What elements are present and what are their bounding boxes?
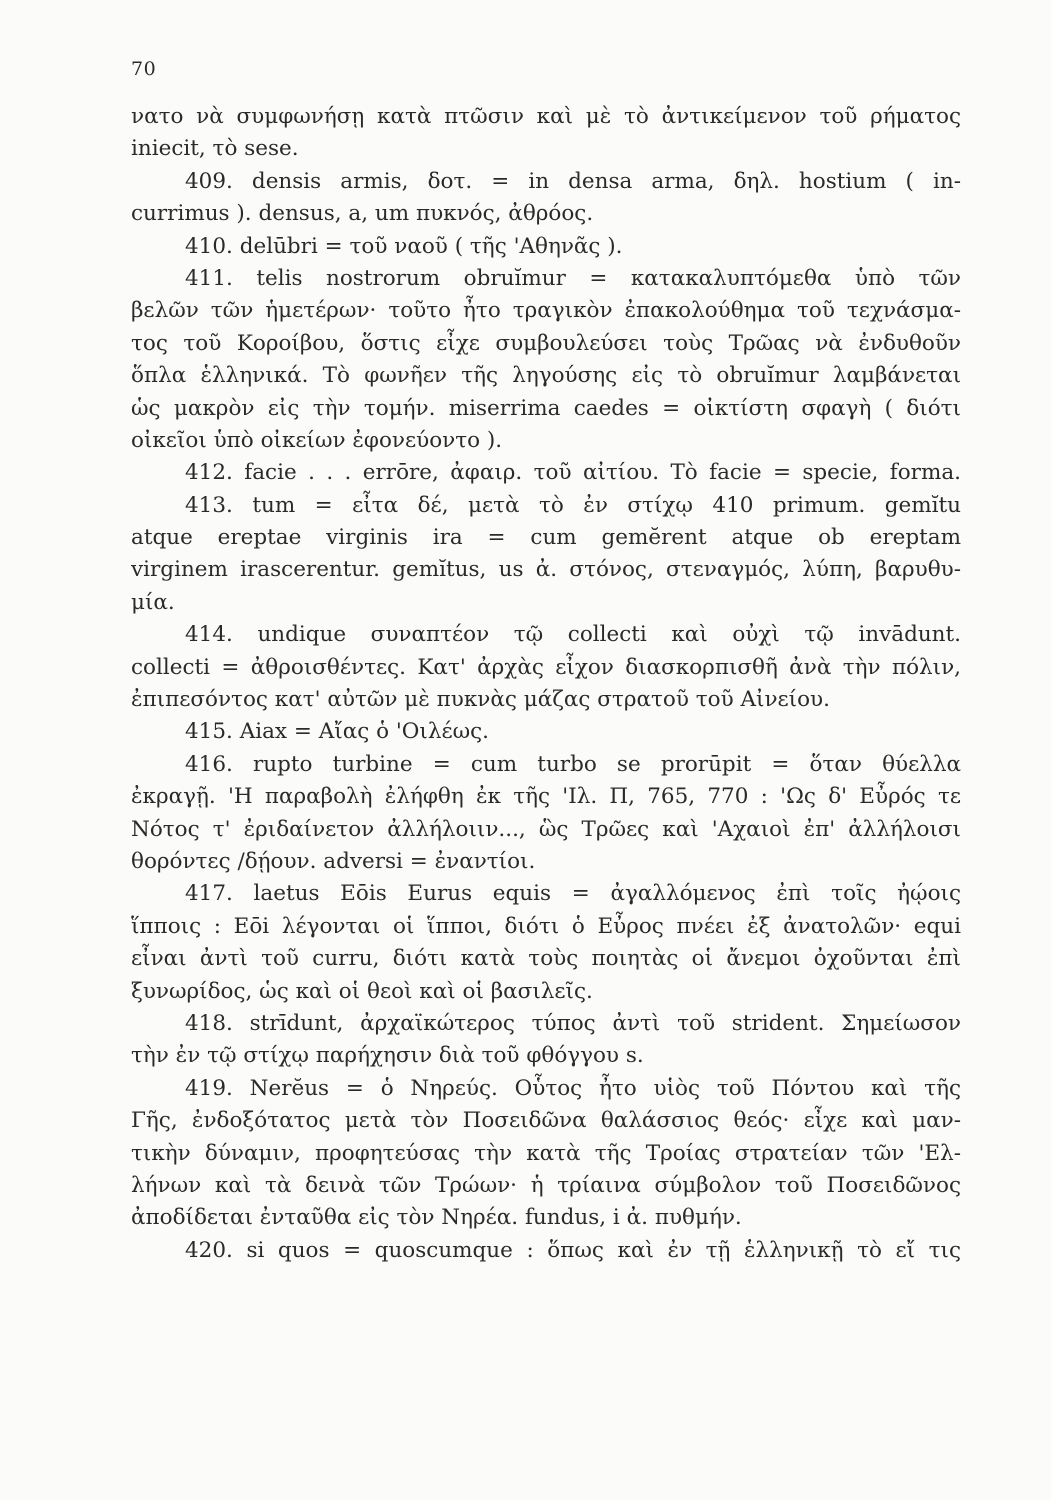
text-line: τικὴν δύναμιν, προφητεύσας τὴν κατὰ τῆς Τροίας στρατείαν τῶν 'Ελ- — [131, 1140, 961, 1166]
entry-line: 416. rupto turbine = cum turbo se prorūpit = ὅταν θύελλα — [185, 751, 961, 777]
text-line: currimus ). densus, a, um πυκνός, ἀθρόος. — [131, 201, 594, 227]
text-line: Νότος τ' ἐριδαίνετον ἀλλήλοιιν..., ὣς Τρῶες καὶ 'Αχαιοὶ ἐπ' ἀλλήλοισι — [131, 816, 961, 842]
entry-line: 412. facie . . . errōre, ἀφαιρ. τοῦ αἰτίου. Τὸ facie = specie, forma. — [185, 460, 961, 486]
entry-line: 411. telis nostrorum obruĭmur = κατακαλυπτόμεθα ὑπὸ τῶν — [185, 265, 961, 291]
text-line: ἐκραγῇ. 'Η παραβολὴ ἐλήφθη ἐκ τῆς 'Ιλ. Π, 765, 770 : 'Ως δ' Εὖρός τε — [131, 784, 961, 810]
text-line: virginem irascerentur. gemĭtus, us ἀ. στόνος, στεναγμός, λύπη, βαρυθυ- — [131, 557, 961, 583]
entry-line: 417. laetus Eōis Eurus equis = ἀγαλλόμενος ἐπὶ τοῖς ἠῴοις — [185, 881, 961, 907]
entry-line: 419. Nerĕus = ὁ Νηρεύς. Οὗτος ἦτο υἱὸς τοῦ Πόντου καὶ τῆς — [185, 1075, 961, 1101]
entry-line: 415. Aiax = Αἴας ὁ 'Οιλέως. — [185, 719, 490, 745]
text-line: atque ereptae virginis ira = cum gemĕrent atque ob ereptam — [131, 525, 961, 551]
text-line: ἀποδίδεται ἐνταῦθα εἰς τὸν Νηρέα. fundus, i ἀ. πυθμήν. — [131, 1205, 742, 1231]
commentary-text — [131, 101, 961, 1267]
entry-line: 414. undique συναπτέον τῷ collecti καὶ οὐχὶ τῷ invādunt. — [185, 622, 961, 648]
text-line: τος τοῦ Κοροίβου, ὅστις εἶχε συμβουλεύσει τοὺς Τρῶας νὰ ἐνδυθοῦν — [131, 330, 961, 356]
entry-line: 418. strīdunt, ἀρχαϊκώτερος τύπος ἀντὶ τοῦ strident. Σημείωσον — [185, 1010, 961, 1036]
text-line: ἵπποις : Eōi λέγονται οἱ ἵπποι, διότι ὁ Εὖρος πνέει ἐξ ἀνατολῶν· equi — [131, 913, 961, 939]
text-line: Γῆς, ἐνδοξότατος μετὰ τὸν Ποσειδῶνα θαλάσσιος θεός· εἶχε καὶ μαν- — [131, 1108, 961, 1134]
text-line: ὅπλα ἑλληνικά. Τὸ φωνῆεν τῆς ληγούσης εἰς τὸ obruĭmur λαμβάνεται — [131, 363, 961, 389]
text-line: οἰκεῖοι ὑπὸ οἰκείων ἐφονεύοντο ). — [131, 427, 503, 453]
text-line: εἶναι ἀντὶ τοῦ curru, διότι κατὰ τοὺς ποιητὰς οἱ ἄνεμοι ὀχοῦνται ἐπὶ — [131, 946, 961, 972]
text-line: iniecit, τὸ sese. — [131, 136, 299, 162]
entry-line: 413. tum = εἶτα δέ, μετὰ τὸ ἐν στίχῳ 410 primum. gemĭtu — [185, 492, 961, 518]
entry-line: 420. si quos = quoscumque : ὅπως καὶ ἐν τῇ ἑλληνικῇ τὸ εἴ τις — [185, 1237, 961, 1263]
text-line: ἐπιπεσόντος κατ' αὐτῶν μὲ πυκνὰς μάζας στρατοῦ τοῦ Αἰνείου. — [131, 687, 830, 713]
text-line: μία. — [131, 589, 175, 615]
text-line: νατο νὰ συμφωνήσῃ κατὰ πτῶσιν καὶ μὲ τὸ ἀντικείμενον τοῦ ρήματος — [131, 104, 961, 129]
entry-line: 410. delūbri = τοῦ ναοῦ ( τῆς 'Αθηνᾶς ). — [185, 233, 623, 259]
text-line: βελῶν τῶν ἡμετέρων· τοῦτο ἦτο τραγικὸν ἐπακολούθημα τοῦ τεχνάσμα- — [131, 298, 961, 324]
text-line: collecti = ἀθροισθέντες. Κατ' ἀρχὰς εἶχον διασκορπισθῆ ἀνὰ τὴν πόλιν, — [131, 654, 961, 680]
entry-line: 409. densis armis, δοτ. = in densa arma, δηλ. hostium ( in- — [185, 168, 961, 194]
page-number: 70 — [131, 58, 157, 80]
text-line: θορόντες /δῄουν. adversi = ἐναντίοι. — [131, 848, 536, 874]
text-line: λήνων καὶ τὰ δεινὰ τῶν Τρώων· ἡ τρίαινα σύμβολον τοῦ Ποσειδῶνος — [131, 1172, 961, 1198]
text-line: ὡς μακρὸν εἰς τὴν τομήν. miserrima caedes = οἰκτίστη σφαγὴ ( διότι — [131, 395, 961, 421]
text-line: ξυνωρίδος, ὡς καὶ οἱ θεοὶ καὶ οἱ βασιλεῖς. — [131, 978, 593, 1004]
text-line: τὴν ἐν τῷ στίχῳ παρήχησιν διὰ τοῦ φθόγγου s. — [131, 1043, 644, 1069]
